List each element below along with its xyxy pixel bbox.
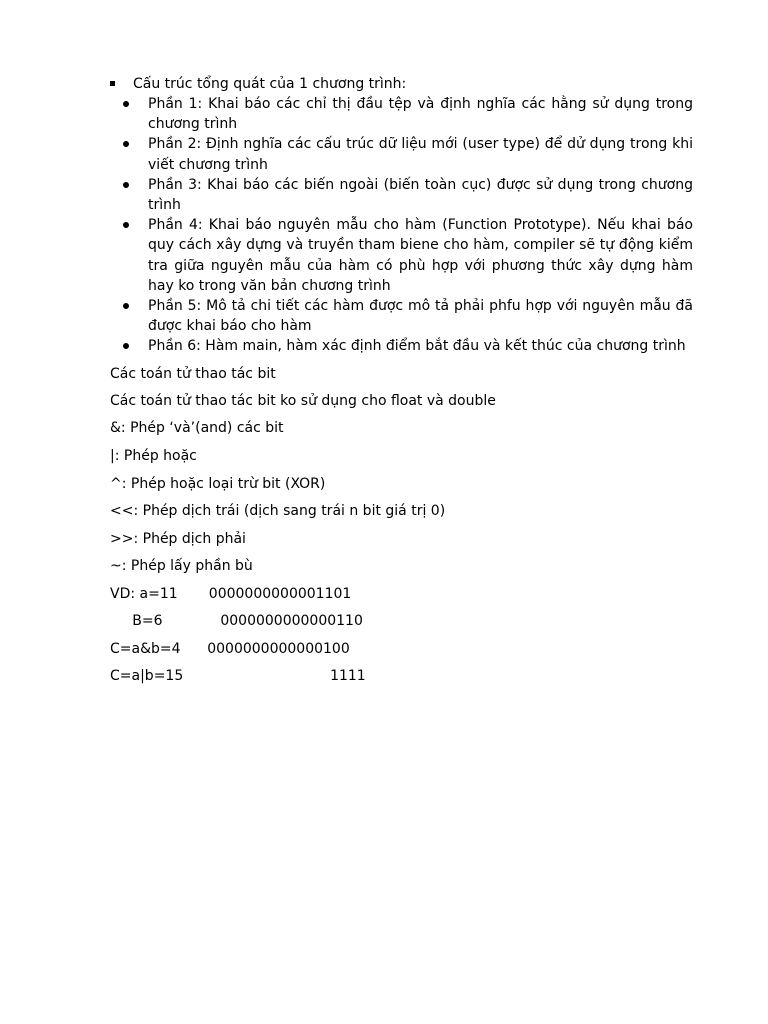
bit-op-xor: ^: Phép hoặc loại trừ bit (XOR) bbox=[110, 476, 326, 492]
example-line-or: C=a|b=15 1111 bbox=[110, 668, 366, 684]
example-line-a: VD: a=11 0000000000001101 bbox=[110, 586, 352, 602]
bit-op-or: |: Phép hoặc bbox=[110, 448, 197, 464]
structure-heading-text: Cấu trúc tổng quát của 1 chương trình: bbox=[133, 76, 407, 92]
bit-op-and: &: Phép ‘và’(and) các bit bbox=[110, 420, 284, 436]
list-item bbox=[123, 336, 693, 356]
bullet-icon bbox=[123, 303, 129, 309]
example-line-and: C=a&b=4 0000000000000100 bbox=[110, 641, 350, 657]
bit-ops-title: Các toán tử thao tác bit bbox=[110, 366, 276, 382]
bullet-icon bbox=[123, 222, 129, 228]
square-bullet-icon bbox=[110, 81, 115, 86]
list-item bbox=[123, 215, 693, 296]
part-text: Phần 2: Định nghĩa các cấu trúc dữ liệu mới (user type) để dử dụng trong khi viết chương trình bbox=[148, 136, 693, 173]
part-text: Phần 5: Mô tả chi tiết các hàm được mô tả phải phfu hợp với nguyên mẫu đã được khai báo cho hàm bbox=[148, 298, 693, 335]
list-item bbox=[123, 296, 693, 336]
bit-ops-note: Các toán tử thao tác bit ko sử dụng cho float và double bbox=[110, 393, 496, 409]
parts-list bbox=[123, 94, 693, 357]
part-text: Phần 6: Hàm main, hàm xác định điểm bắt đầu và kết thúc của chương trình bbox=[148, 338, 686, 355]
bit-op-shift-left: <<: Phép dịch trái (dịch sang trái n bit giá trị 0) bbox=[110, 503, 446, 519]
bullet-icon bbox=[123, 182, 129, 188]
list-item bbox=[123, 175, 693, 215]
bullet-icon bbox=[123, 343, 129, 349]
part-text: Phần 1: Khai báo các chỉ thị đầu tệp và định nghĩa các hằng sử dụng trong chương trình bbox=[148, 96, 693, 133]
list-item bbox=[123, 134, 693, 174]
list-item bbox=[123, 94, 693, 134]
part-text: Phần 4: Khai báo nguyên mẫu cho hàm (Function Prototype). Nếu khai báo quy cách xây dựng và truyền tham biene cho hàm, compiler sẽ tự động kiểm tra giữa nguyên mẫu của hàm có phù hợp với phương thức xây dựng hàm hay ko trong văn bản chương trình bbox=[148, 217, 693, 294]
bit-op-not: ~: Phép lấy phần bù bbox=[110, 558, 253, 574]
bullet-icon bbox=[123, 101, 129, 107]
bullet-icon bbox=[123, 141, 129, 147]
example-line-b: B=6 0000000000000110 bbox=[110, 613, 363, 629]
bit-op-shift-right: >>: Phép dịch phải bbox=[110, 531, 246, 547]
part-text: Phần 3: Khai báo các biến ngoài (biến toàn cục) được sử dụng trong chương trình bbox=[148, 176, 693, 214]
